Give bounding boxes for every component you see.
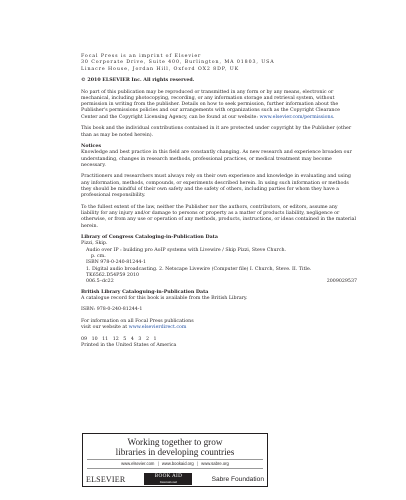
notices-heading: Notices — [81, 144, 102, 150]
printing-numbers: 09 10 11 12 5 4 3 2 1 — [81, 336, 157, 342]
info-prefix: visit our website at — [81, 325, 128, 331]
loc-title: Audio over IP : building pro AoIP systems with Livewire / Skip Pizzi, Steve Church. — [86, 247, 287, 253]
book-aid-logo-subtext: International — [159, 479, 178, 484]
permissions-end: . — [333, 114, 335, 120]
printing-country: Printed in the United States of America — [81, 342, 177, 348]
banner-title-line-2: libraries in developing countries — [115, 447, 235, 458]
banner-link-elsevier[interactable]: www.elsevier.com — [121, 461, 155, 466]
banner-title-line-1: Working together to grow — [127, 437, 223, 447]
loc-isbn: ISBN 978-0-240-81244-1 — [86, 260, 146, 266]
address-usa: 30 Corporate Drive, Suite 400, Burlington, MA 01803, USA — [81, 60, 275, 66]
permissions-text: No part of this publication may be reproduced or transmitted in any form or by any means, electronic or mechanical, including photocopying, recording, or any information storage and retrieval system, without permission in writing from the publisher. Details on how to seek permission, further information about the Publisher's permissions policies and our arrangements with organizations such as the Copyright Clearance Center and the Copyright Licensing Agency, can be found at our website: — [81, 89, 340, 120]
loc-lccn: 2009029537 — [326, 279, 357, 285]
loc-classification: TK6562.D54P59 2010 — [86, 272, 140, 278]
banner-separator: | — [196, 461, 198, 466]
banner-links — [87, 459, 263, 469]
notices-paragraph-1: Knowledge and best practice in this field are constantly changing. As new research and experience broaden our understanding, changes in research methods, professional practices, or medical treatment may become necessary. — [81, 150, 352, 168]
notices-paragraph-2: Practitioners and researchers must always rely on their own experience and knowledge in evaluating and using any information, methods, compounds, or experiments described herein. In using such information or methods they should be mindful of their own safety and the safety of others, including parties for whom they have a professional responsibility. — [81, 174, 351, 199]
loc-author: Pizzi, Skip. — [81, 241, 108, 247]
book-aid-banner — [82, 433, 268, 487]
book-aid-logo-text: BOOK AID — [154, 473, 183, 480]
banner-separator: | — [157, 461, 159, 466]
bl-text: A catalogue record for this book is available from the British Library. — [81, 295, 248, 301]
banner-link-bookaid[interactable]: www.bookaid.org — [161, 461, 194, 466]
banner-title — [83, 437, 267, 458]
bl-isbn: ISBN: 978-0-240-81244-1 — [81, 307, 143, 313]
protection-paragraph: This book and the individual contributions contained in it are protected under copyright by the Publisher (other than as may be noted herein). — [81, 126, 352, 138]
book-aid-logo — [144, 473, 192, 485]
loc-dewey: 006.5–dc22 — [86, 279, 114, 285]
loc-subjects: 1. Digital audio broadcasting. 2. Netscape Livewire (Computer file) I. Church, Steve. II. Title. — [86, 266, 312, 272]
info-line: For information on all Focal Press publications — [81, 318, 194, 324]
sabre-foundation-logo: Sabre Foundation — [211, 475, 264, 483]
imprint-line: Focal Press is an imprint of Elsevier — [81, 54, 202, 59]
notices-paragraph-3: To the fullest extent of the law, neither the Publisher nor the authors, contributors, or editors, assume any liability for any injury and/or damage to persons or property as a matter of products liability, negligence or otherwise, or from any use or operation of any methods, products, instructions, or ideas contained in the material herein. — [81, 204, 357, 229]
permissions-paragraph — [81, 90, 357, 121]
address-uk: Linacre House, Jordan Hill, Oxford OX2 8DP, UK — [81, 66, 240, 72]
loc-heading: Library of Congress Cataloging-in-Publication Data — [81, 235, 218, 241]
loc-pages: p. cm. — [91, 254, 106, 260]
banner-link-sabre[interactable]: www.sabre.org — [201, 461, 229, 466]
elsevierdirect-link[interactable]: www.elsevierdirect.com — [128, 325, 187, 331]
banner-logos — [83, 472, 267, 486]
copyright-notice: © 2010 ELSEVIER Inc. All rights reserved. — [81, 78, 195, 84]
permissions-link[interactable]: www.elsevier.com/permissions — [259, 114, 334, 120]
elsevier-logo: ELSEVIER — [86, 474, 126, 484]
copyright-page — [81, 54, 357, 349]
bl-heading: British Library Cataloguing-in-Publication Data — [81, 289, 209, 295]
